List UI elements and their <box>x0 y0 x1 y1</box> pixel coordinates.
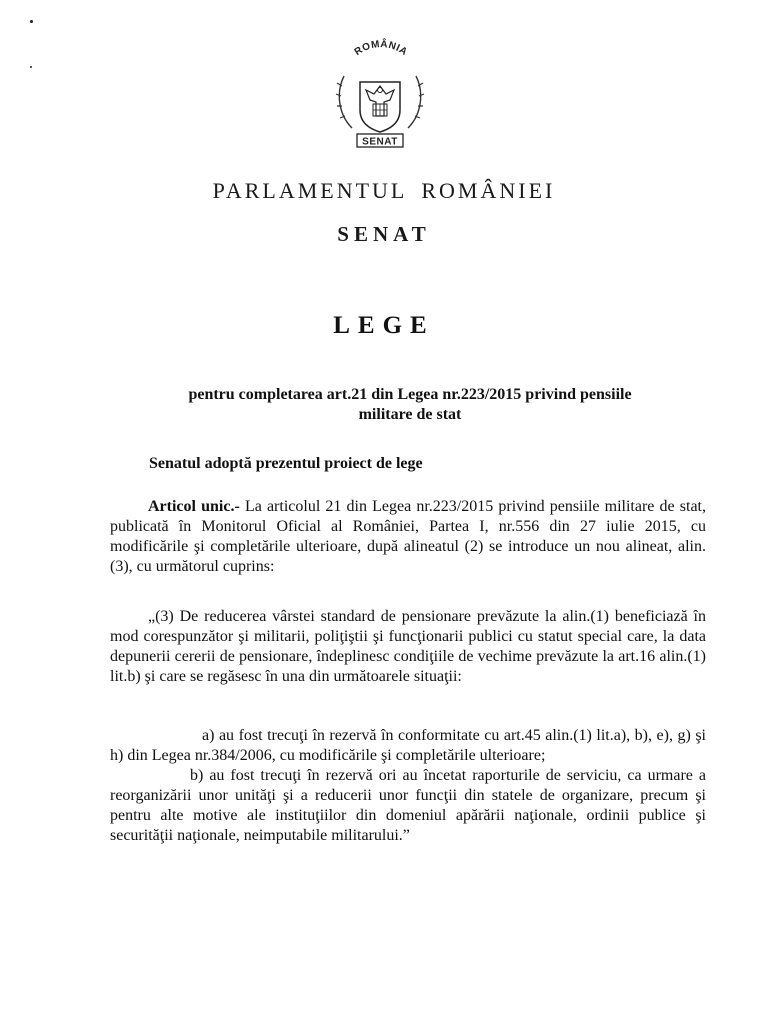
law-subtitle-line1: pentru completarea art.21 din Legea nr.223/2015 privind pensiile <box>188 386 632 403</box>
law-subtitle <box>150 385 670 425</box>
scan-speck <box>30 66 32 68</box>
list-item-a: a) au fost trecuţi în rezervă în conformitate cu art.45 alin.(1) lit.a), b), e), g) şi h) din Legea nr.384/2006, cu modificările şi completările ulterioare; <box>110 727 706 764</box>
parliament-heading-word2: ROMÂNIEI <box>421 178 556 203</box>
new-paragraph-3: „(3) De reducerea vârstei standard de pensionare prevăzute la alin.(1) beneficiază în mod corespunzător şi militarii, poliţiştii şi funcţionarii publici cu statut special care, la data depunerii cererii de pensionare, îndeplinesc condiţiile de vechime prevăzute la art.16 alin.(1) lit.b) şi care se regăsesc în una din următoarele situaţii: <box>110 608 706 685</box>
list-item-b: b) au fost trecuţi în rezervă ori au încetat raporturile de serviciu, ca urmare a reorganizării unor unităţi şi a reducerii unor funcţii din statele de organizare, precum şi pentru alte motive ale instituţiilor din domeniul apărării naţionale, ordinii publice şi securităţii naţionale, neimputabile militarului.” <box>110 767 706 844</box>
article-label: Articol unic.- <box>148 498 240 515</box>
adoption-statement: Senatul adoptă prezentul proiect de lege <box>149 455 423 472</box>
law-subtitle-line2: militare de stat <box>358 406 462 423</box>
article-text: La articolul 21 din Legea nr.223/2015 privind pensiile militare de stat, publicată în Monitorul Oficial al României, Partea I, nr.556 din 27 iulie 2015, cu modificările şi completările ulterioare, după alineatul (2) se introduce un nou alineat, alin.(3), cu următorul cuprins: <box>110 498 706 575</box>
seal-bottom-text: SENAT <box>362 136 398 148</box>
parliament-heading-word1: PARLAMENTUL <box>212 178 408 203</box>
seal-top-text: ROMÂNIA <box>352 39 410 59</box>
single-article-paragraph <box>110 497 706 577</box>
senate-heading: SENAT <box>337 222 431 246</box>
svg-text:ROMÂNIA <box>353 37 410 58</box>
parliament-heading <box>0 178 768 204</box>
document-type-title: LEGE <box>333 312 435 339</box>
scan-speck <box>30 20 33 23</box>
senate-seal-logo <box>330 30 430 152</box>
